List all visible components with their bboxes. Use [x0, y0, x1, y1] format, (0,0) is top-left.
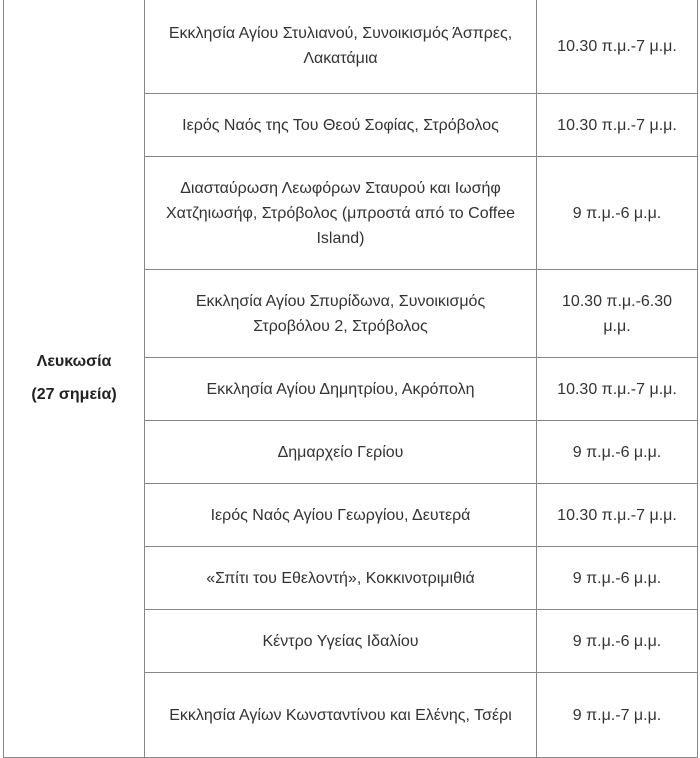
location-cell: Ιερός Ναός Αγίου Γεωργίου, Δευτερά: [145, 484, 537, 547]
hours-cell: 9 π.μ.-6 μ.μ.: [537, 421, 698, 484]
location-cell: Διασταύρωση Λεωφόρων Σταυρού και Ιωσήφ Χατζηιωσήφ, Στρόβολος (μπροστά από το Coffee Island): [145, 157, 537, 270]
location-cell: Κέντρο Υγείας Ιδαλίου: [145, 610, 537, 673]
location-cell: «Σπίτι του Εθελοντή», Κοκκινοτριμιθιά: [145, 547, 537, 610]
hours-cell: 9 π.μ.-6 μ.μ.: [537, 157, 698, 270]
location-cell: Εκκλησία Αγίου Δημητρίου, Ακρόπολη: [145, 358, 537, 421]
location-cell: Ιερός Ναός της Του Θεού Σοφίας, Στρόβολος: [145, 94, 537, 157]
hours-cell: 9 π.μ.-7 μ.μ.: [537, 673, 698, 758]
hours-cell: 10.30 π.μ.-6.30 μ.μ.: [537, 270, 698, 358]
hours-cell: 10.30 π.μ.-7 μ.μ.: [537, 94, 698, 157]
hours-cell: 10.30 π.μ.-7 μ.μ.: [537, 484, 698, 547]
location-cell: Εκκλησία Αγίων Κωνσταντίνου και Ελένης, Τσέρι: [145, 673, 537, 758]
hours-cell: 9 π.μ.-6 μ.μ.: [537, 547, 698, 610]
hours-cell: 10.30 π.μ.-7 μ.μ.: [537, 0, 698, 94]
location-cell: Δημαρχείο Γερίου: [145, 421, 537, 484]
table-row: [4, 0, 698, 94]
hours-cell: 10.30 π.μ.-7 μ.μ.: [537, 358, 698, 421]
region-cell: [4, 0, 145, 758]
hours-cell: 9 π.μ.-6 μ.μ.: [537, 610, 698, 673]
region-name: Λευκωσία: [36, 353, 112, 370]
location-cell: Εκκλησία Αγίου Στυλιανού, Συνοικισμός Άσπρες, Λακατάμια: [145, 0, 537, 94]
donation-points-table: [3, 0, 698, 758]
location-cell: Εκκλησία Αγίου Σπυρίδωνα, Συνοικισμός Στροβόλου 2, Στρόβολος: [145, 270, 537, 358]
region-count: (27 σημεία): [31, 386, 117, 403]
